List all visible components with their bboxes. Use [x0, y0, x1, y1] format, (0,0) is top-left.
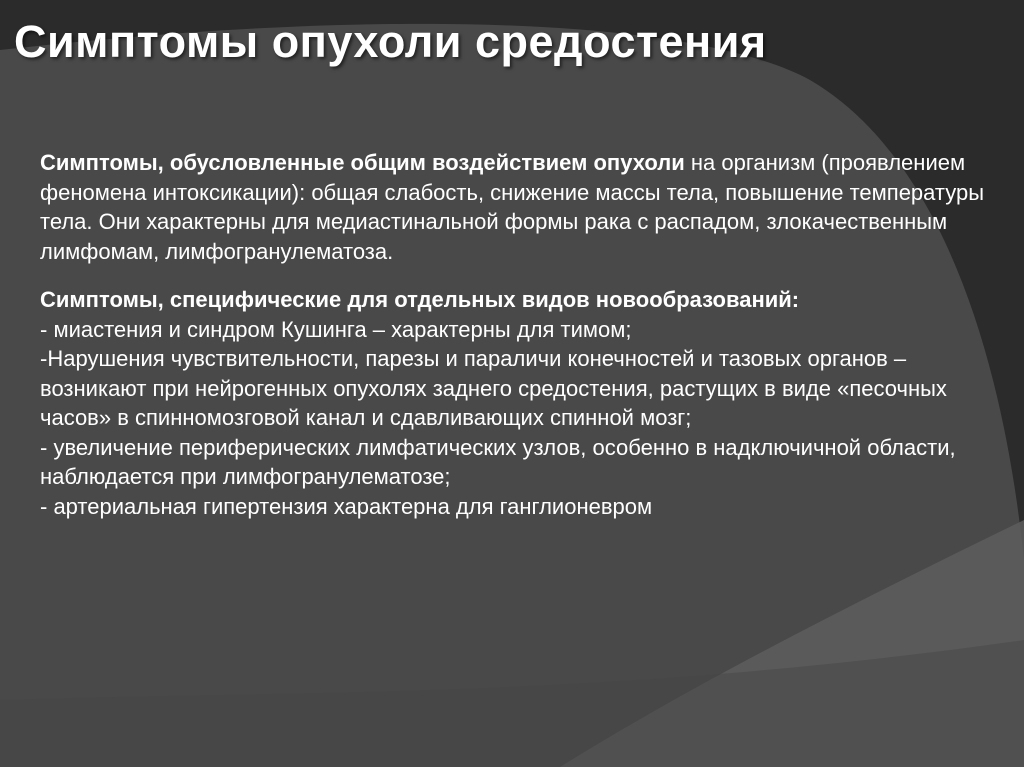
list-item: - артериальная гипертензия характерна для ганглионевром: [40, 493, 653, 519]
paragraph-specific-symptoms: [40, 285, 1000, 521]
list-item: - увеличение периферических лимфатических узлов, особенно в надключичной области, наблюдается при лимфогранулематозе;: [40, 434, 956, 489]
slide-title: Симптомы опухоли средостения: [14, 16, 767, 67]
paragraph-general-symptoms: [40, 148, 1000, 266]
paragraph-general-text: на организм (проявлением феномена интоксикации): общая слабость, снижение массы тела, повышение температуры тела. Они характерны для медиастинальной формы рака с распадом, злокачественным лимфомам, лимфогранулематоза.: [40, 150, 985, 264]
paragraph-general-lead: Симптомы, обусловленные общим воздействием опухоли: [40, 150, 685, 175]
list-item: -Нарушения чувствительности, парезы и параличи конечностей и тазовых органов – возникают при нейрогенных опухолях заднего средостения, растущих в виде «песочных часов» в спинномозговой канал и сдавливающих спинной мозг;: [40, 346, 947, 430]
list-item: - миастения и синдром Кушинга – характерны для тимом;: [40, 316, 632, 342]
slide-body: [40, 148, 1000, 540]
paragraph-specific-heading: Симптомы, специфические для отдельных видов новообразований:: [40, 287, 800, 312]
